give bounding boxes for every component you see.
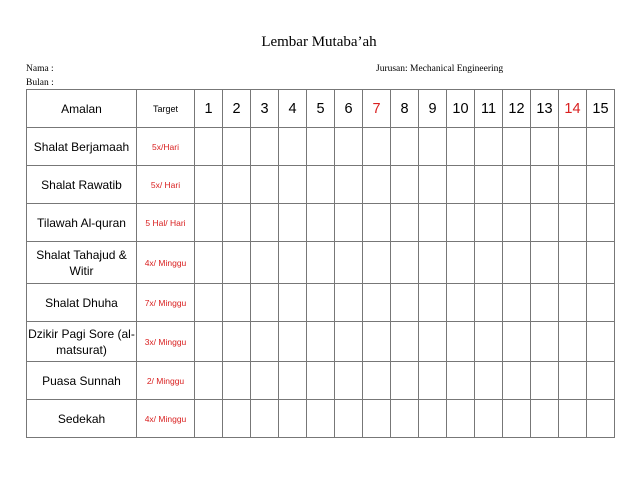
- table-row: [27, 284, 615, 322]
- checkbox-cell-day-7[interactable]: [363, 204, 391, 242]
- checkbox-cell-day-5[interactable]: [307, 242, 335, 284]
- header-day-3: 3: [251, 90, 279, 128]
- checkbox-cell-day-4[interactable]: [279, 242, 307, 284]
- checkbox-cell-day-14[interactable]: [559, 284, 587, 322]
- target-cell: 5x/Hari: [137, 128, 195, 166]
- header-day-10: 10: [447, 90, 475, 128]
- amalan-cell: Shalat Dhuha: [27, 284, 137, 322]
- checkbox-cell-day-6[interactable]: [335, 242, 363, 284]
- table-body: [27, 128, 615, 438]
- checkbox-cell-day-12[interactable]: [503, 242, 531, 284]
- checkbox-cell-day-5[interactable]: [307, 204, 335, 242]
- checkbox-cell-day-8[interactable]: [391, 400, 419, 438]
- checkbox-cell-day-15[interactable]: [587, 204, 615, 242]
- checkbox-cell-day-15[interactable]: [587, 322, 615, 362]
- checkbox-cell-day-12[interactable]: [503, 284, 531, 322]
- header-day-11: 11: [475, 90, 503, 128]
- checkbox-cell-day-15[interactable]: [587, 284, 615, 322]
- checkbox-cell-day-14[interactable]: [559, 204, 587, 242]
- checkbox-cell-day-4[interactable]: [279, 322, 307, 362]
- header-day-13: 13: [531, 90, 559, 128]
- mutabaah-table: [26, 89, 615, 438]
- header-target: Target: [137, 90, 195, 128]
- checkbox-cell-day-2[interactable]: [223, 362, 251, 400]
- header-day-4: 4: [279, 90, 307, 128]
- checkbox-cell-day-6[interactable]: [335, 322, 363, 362]
- checkbox-cell-day-3[interactable]: [251, 322, 279, 362]
- target-cell: 2/ Minggu: [137, 362, 195, 400]
- checkbox-cell-day-3[interactable]: [251, 362, 279, 400]
- checkbox-cell-day-2[interactable]: [223, 284, 251, 322]
- checkbox-cell-day-7[interactable]: [363, 128, 391, 166]
- checkbox-cell-day-9[interactable]: [419, 128, 447, 166]
- amalan-cell: Shalat Rawatib: [27, 166, 137, 204]
- header-day-9: 9: [419, 90, 447, 128]
- checkbox-cell-day-1[interactable]: [195, 128, 223, 166]
- amalan-cell: Sedekah: [27, 400, 137, 438]
- checkbox-cell-day-5[interactable]: [307, 166, 335, 204]
- checkbox-cell-day-2[interactable]: [223, 322, 251, 362]
- nama-label: Nama :: [26, 64, 54, 74]
- checkbox-cell-day-8[interactable]: [391, 204, 419, 242]
- checkbox-cell-day-7[interactable]: [363, 362, 391, 400]
- checkbox-cell-day-7[interactable]: [363, 166, 391, 204]
- checkbox-cell-day-4[interactable]: [279, 362, 307, 400]
- checkbox-cell-day-4[interactable]: [279, 400, 307, 438]
- bulan-label: Bulan :: [26, 78, 54, 88]
- checkbox-cell-day-13[interactable]: [531, 166, 559, 204]
- checkbox-cell-day-15[interactable]: [587, 400, 615, 438]
- checkbox-cell-day-1[interactable]: [195, 242, 223, 284]
- checkbox-cell-day-13[interactable]: [531, 204, 559, 242]
- checkbox-cell-day-12[interactable]: [503, 204, 531, 242]
- header-day-15: 15: [587, 90, 615, 128]
- checkbox-cell-day-9[interactable]: [419, 166, 447, 204]
- checkbox-cell-day-6[interactable]: [335, 284, 363, 322]
- checkbox-cell-day-15[interactable]: [587, 166, 615, 204]
- checkbox-cell-day-11[interactable]: [475, 242, 503, 284]
- header-day-14: 14: [559, 90, 587, 128]
- checkbox-cell-day-5[interactable]: [307, 362, 335, 400]
- checkbox-cell-day-8[interactable]: [391, 128, 419, 166]
- checkbox-cell-day-10[interactable]: [447, 284, 475, 322]
- table-row: [27, 322, 615, 362]
- checkbox-cell-day-11[interactable]: [475, 166, 503, 204]
- checkbox-cell-day-8[interactable]: [391, 322, 419, 362]
- checkbox-cell-day-5[interactable]: [307, 322, 335, 362]
- checkbox-cell-day-1[interactable]: [195, 166, 223, 204]
- checkbox-cell-day-3[interactable]: [251, 166, 279, 204]
- checkbox-cell-day-12[interactable]: [503, 128, 531, 166]
- checkbox-cell-day-1[interactable]: [195, 362, 223, 400]
- checkbox-cell-day-12[interactable]: [503, 322, 531, 362]
- checkbox-cell-day-2[interactable]: [223, 204, 251, 242]
- checkbox-cell-day-9[interactable]: [419, 284, 447, 322]
- amalan-cell: Tilawah Al-quran: [27, 204, 137, 242]
- target-cell: 5 Hal/ Hari: [137, 204, 195, 242]
- checkbox-cell-day-4[interactable]: [279, 204, 307, 242]
- checkbox-cell-day-2[interactable]: [223, 400, 251, 438]
- jurusan-label: Jurusan: Mechanical Engineering: [376, 64, 504, 74]
- table-row: [27, 242, 615, 284]
- checkbox-cell-day-13[interactable]: [531, 284, 559, 322]
- checkbox-cell-day-13[interactable]: [531, 400, 559, 438]
- checkbox-cell-day-8[interactable]: [391, 284, 419, 322]
- amalan-cell: Shalat Tahajud & Witir: [27, 242, 137, 284]
- checkbox-cell-day-4[interactable]: [279, 128, 307, 166]
- checkbox-cell-day-9[interactable]: [419, 242, 447, 284]
- checkbox-cell-day-4[interactable]: [279, 284, 307, 322]
- checkbox-cell-day-14[interactable]: [559, 166, 587, 204]
- checkbox-cell-day-11[interactable]: [475, 322, 503, 362]
- checkbox-cell-day-11[interactable]: [475, 400, 503, 438]
- table-row: [27, 204, 615, 242]
- checkbox-cell-day-6[interactable]: [335, 204, 363, 242]
- checkbox-cell-day-2[interactable]: [223, 128, 251, 166]
- checkbox-cell-day-7[interactable]: [363, 284, 391, 322]
- checkbox-cell-day-11[interactable]: [475, 204, 503, 242]
- checkbox-cell-day-6[interactable]: [335, 362, 363, 400]
- table-row: [27, 400, 615, 438]
- checkbox-cell-day-13[interactable]: [531, 322, 559, 362]
- checkbox-cell-day-7[interactable]: [363, 242, 391, 284]
- checkbox-cell-day-10[interactable]: [447, 400, 475, 438]
- table-row: [27, 166, 615, 204]
- header-day-8: 8: [391, 90, 419, 128]
- checkbox-cell-day-1[interactable]: [195, 322, 223, 362]
- table-row: [27, 362, 615, 400]
- checkbox-cell-day-9[interactable]: [419, 362, 447, 400]
- checkbox-cell-day-12[interactable]: [503, 362, 531, 400]
- header-amalan: Amalan: [27, 90, 137, 128]
- checkbox-cell-day-15[interactable]: [587, 362, 615, 400]
- checkbox-cell-day-13[interactable]: [531, 242, 559, 284]
- checkbox-cell-day-3[interactable]: [251, 400, 279, 438]
- checkbox-cell-day-8[interactable]: [391, 362, 419, 400]
- checkbox-cell-day-2[interactable]: [223, 166, 251, 204]
- checkbox-cell-day-8[interactable]: [391, 166, 419, 204]
- checkbox-cell-day-14[interactable]: [559, 322, 587, 362]
- checkbox-cell-day-15[interactable]: [587, 128, 615, 166]
- checkbox-cell-day-3[interactable]: [251, 204, 279, 242]
- checkbox-cell-day-3[interactable]: [251, 128, 279, 166]
- checkbox-cell-day-2[interactable]: [223, 242, 251, 284]
- checkbox-cell-day-13[interactable]: [531, 362, 559, 400]
- target-cell: 5x/ Hari: [137, 166, 195, 204]
- checkbox-cell-day-14[interactable]: [559, 400, 587, 438]
- header-day-12: 12: [503, 90, 531, 128]
- checkbox-cell-day-12[interactable]: [503, 400, 531, 438]
- checkbox-cell-day-12[interactable]: [503, 166, 531, 204]
- checkbox-cell-day-5[interactable]: [307, 128, 335, 166]
- checkbox-cell-day-1[interactable]: [195, 284, 223, 322]
- amalan-cell: Shalat Berjamaah: [27, 128, 137, 166]
- checkbox-cell-day-3[interactable]: [251, 284, 279, 322]
- checkbox-cell-day-11[interactable]: [475, 362, 503, 400]
- page-title: Lembar Mutaba’ah: [261, 34, 377, 50]
- header-row: [27, 90, 615, 128]
- checkbox-cell-day-1[interactable]: [195, 204, 223, 242]
- target-cell: 7x/ Minggu: [137, 284, 195, 322]
- checkbox-cell-day-8[interactable]: [391, 242, 419, 284]
- checkbox-cell-day-5[interactable]: [307, 400, 335, 438]
- amalan-cell: Dzikir Pagi Sore (al-matsurat): [27, 322, 137, 362]
- checkbox-cell-day-10[interactable]: [447, 242, 475, 284]
- checkbox-cell-day-5[interactable]: [307, 284, 335, 322]
- checkbox-cell-day-10[interactable]: [447, 204, 475, 242]
- checkbox-cell-day-3[interactable]: [251, 242, 279, 284]
- checkbox-cell-day-9[interactable]: [419, 204, 447, 242]
- header-day-1: 1: [195, 90, 223, 128]
- checkbox-cell-day-11[interactable]: [475, 128, 503, 166]
- amalan-cell: Puasa Sunnah: [27, 362, 137, 400]
- checkbox-cell-day-13[interactable]: [531, 128, 559, 166]
- checkbox-cell-day-7[interactable]: [363, 400, 391, 438]
- checkbox-cell-day-10[interactable]: [447, 322, 475, 362]
- header-day-7: 7: [363, 90, 391, 128]
- checkbox-cell-day-11[interactable]: [475, 284, 503, 322]
- checkbox-cell-day-9[interactable]: [419, 400, 447, 438]
- header-day-2: 2: [223, 90, 251, 128]
- checkbox-cell-day-7[interactable]: [363, 322, 391, 362]
- checkbox-cell-day-1[interactable]: [195, 400, 223, 438]
- checkbox-cell-day-10[interactable]: [447, 166, 475, 204]
- checkbox-cell-day-9[interactable]: [419, 322, 447, 362]
- checkbox-cell-day-10[interactable]: [447, 128, 475, 166]
- header-day-5: 5: [307, 90, 335, 128]
- checkbox-cell-day-6[interactable]: [335, 400, 363, 438]
- checkbox-cell-day-6[interactable]: [335, 128, 363, 166]
- target-cell: 4x/ Minggu: [137, 242, 195, 284]
- checkbox-cell-day-4[interactable]: [279, 166, 307, 204]
- header-day-6: 6: [335, 90, 363, 128]
- checkbox-cell-day-14[interactable]: [559, 128, 587, 166]
- target-cell: 4x/ Minggu: [137, 400, 195, 438]
- checkbox-cell-day-14[interactable]: [559, 242, 587, 284]
- target-cell: 3x/ Minggu: [137, 322, 195, 362]
- table-row: [27, 128, 615, 166]
- checkbox-cell-day-14[interactable]: [559, 362, 587, 400]
- checkbox-cell-day-6[interactable]: [335, 166, 363, 204]
- checkbox-cell-day-10[interactable]: [447, 362, 475, 400]
- checkbox-cell-day-15[interactable]: [587, 242, 615, 284]
